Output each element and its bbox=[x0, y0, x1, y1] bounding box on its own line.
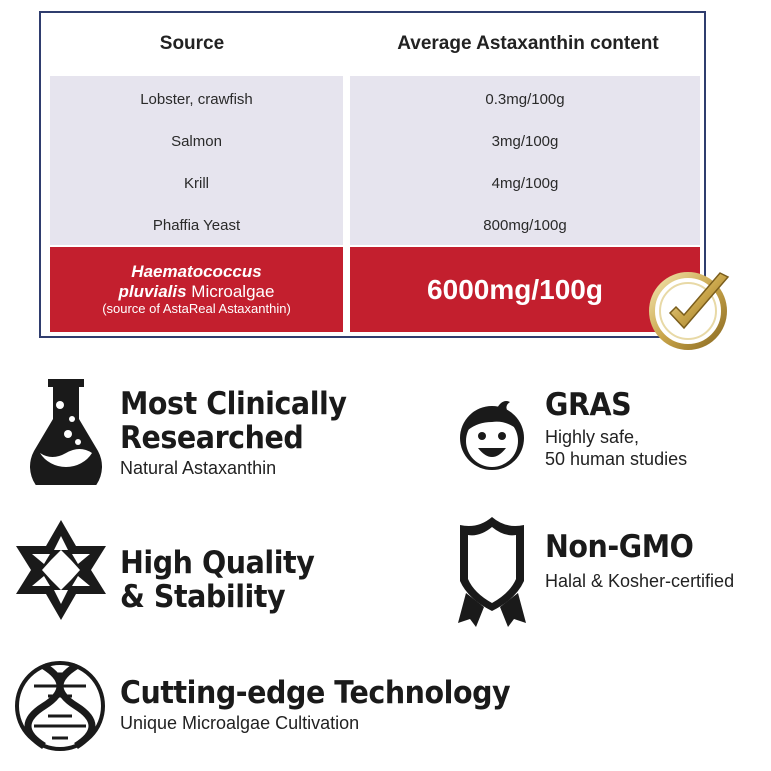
highlight-species: pluvialis Microalgae bbox=[118, 281, 275, 301]
feature-nongmo-title: Non-GMO bbox=[545, 529, 694, 565]
smiling-face-icon bbox=[456, 392, 528, 476]
feature-clinical-subtitle: Natural Astaxanthin bbox=[120, 458, 277, 478]
shield-ribbon-icon bbox=[456, 515, 528, 629]
feature-nongmo-subtitle: Halal & Kosher-certified bbox=[545, 571, 735, 591]
highlight-content: 6000mg/100g bbox=[427, 273, 603, 305]
feature-gras bbox=[545, 388, 687, 470]
row-content: 4mg/100g bbox=[491, 174, 559, 192]
flask-icon bbox=[30, 379, 102, 485]
feature-nongmo bbox=[545, 530, 734, 592]
feature-technology-title: Cutting-edge Technology bbox=[120, 675, 511, 711]
header-source: Source bbox=[159, 33, 225, 54]
row-content: 0.3mg/100g bbox=[485, 90, 565, 108]
feature-gras-subtitle-1: Highly safe, bbox=[545, 427, 640, 447]
row-content: 3mg/100g bbox=[491, 132, 559, 150]
gold-check-icon bbox=[648, 265, 734, 351]
highlight-genus: Haematococcus bbox=[131, 261, 262, 281]
row-source: Lobster, crawfish bbox=[140, 90, 253, 108]
star-of-david-icon bbox=[14, 518, 108, 622]
highlight-note: (source of AstaReal Astaxanthin) bbox=[102, 301, 291, 317]
feature-quality bbox=[120, 546, 331, 614]
feature-clinical bbox=[120, 387, 366, 479]
feature-technology bbox=[120, 676, 544, 734]
header-content: Average Astaxanthin content bbox=[397, 33, 659, 54]
dna-icon bbox=[14, 660, 106, 752]
feature-quality-title: High Quality bbox=[120, 545, 315, 581]
row-source: Salmon bbox=[171, 132, 222, 150]
astaxanthin-comparison-table bbox=[39, 11, 706, 338]
feature-clinical-title: Most Clinically bbox=[120, 386, 347, 422]
feature-gras-subtitle-2: 50 human studies bbox=[545, 449, 688, 469]
feature-quality-title-2: & Stability bbox=[120, 579, 286, 615]
row-content: 800mg/100g bbox=[483, 216, 567, 234]
row-source: Krill bbox=[184, 174, 209, 192]
feature-technology-subtitle: Unique Microalgae Cultivation bbox=[120, 713, 360, 733]
highlight-source bbox=[50, 247, 343, 332]
feature-clinical-title-2: Researched bbox=[120, 420, 304, 456]
row-source: Phaffia Yeast bbox=[152, 216, 241, 234]
feature-gras-title: GRAS bbox=[545, 387, 632, 423]
